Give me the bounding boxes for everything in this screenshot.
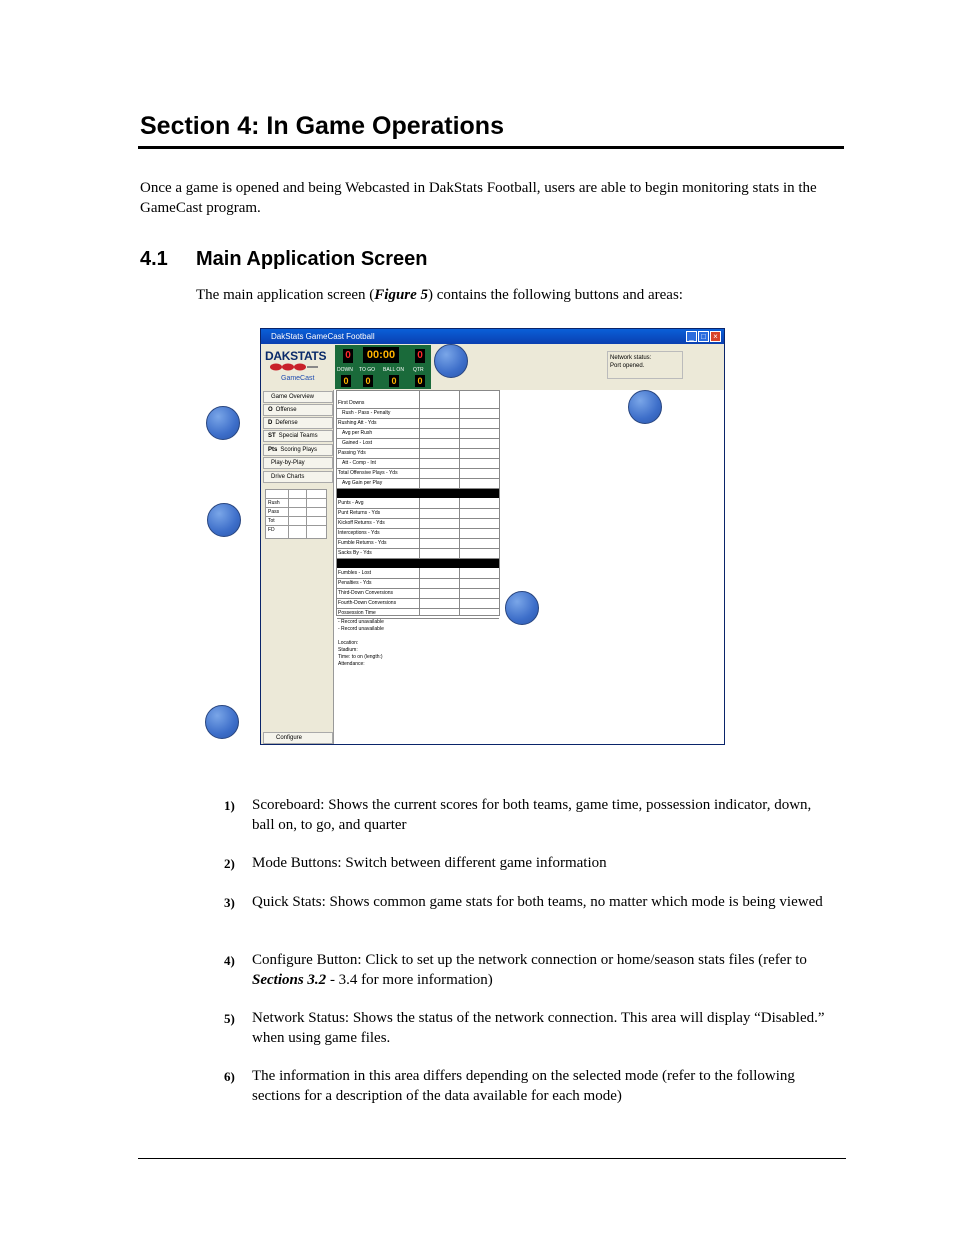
- list-number-6: 6): [224, 1069, 235, 1084]
- stat-row: Total Offensive Plays - Yds: [337, 469, 499, 479]
- game-info-line: Location:: [338, 640, 359, 646]
- down-digit: 0: [341, 375, 351, 387]
- section-divider: [138, 146, 844, 149]
- stat-row: Third-Down Conversions: [337, 589, 499, 599]
- callout-mode-buttons: [206, 406, 240, 440]
- game-info-line: Attendance:: [338, 661, 365, 667]
- mode-button-game-overview: Game Overview: [263, 391, 333, 403]
- list-number-5: 5): [224, 1011, 235, 1026]
- list-item-info-area: The information in this area differs depending on the selected mode (refer to the following sections for a description of the data available for each mode): [252, 1068, 795, 1104]
- game-overview-stats-table: [336, 390, 500, 616]
- stat-row: Passing Yds: [337, 449, 499, 459]
- lead-paragraph: [196, 287, 683, 304]
- stat-row: Rush - Pass - Penalty: [337, 409, 499, 419]
- list-item-scoreboard: Scoreboard: Shows the current scores for both teams, game time, possession indicator, down, ball on, to go, and quarter: [252, 797, 812, 833]
- mode-button-drive-charts: Drive Charts: [263, 471, 333, 483]
- figure-reference: Figure 5: [374, 287, 429, 303]
- quarter-digit: 0: [415, 375, 425, 387]
- callout-configure: [205, 705, 239, 739]
- callout-network-status: [628, 390, 662, 424]
- stat-row: Penalties - Yds: [337, 579, 499, 589]
- mode-button-scoring-plays: Pts Scoring Plays: [263, 444, 333, 456]
- stat-row: Att - Comp - Int: [337, 459, 499, 469]
- configure-button: Configure: [263, 732, 333, 744]
- list-number-2: 2): [224, 856, 235, 871]
- maximize-icon: □: [698, 331, 709, 342]
- mode-button-defense: D Defense: [263, 417, 333, 429]
- mode-button-offense: O Offense: [263, 404, 333, 416]
- stat-row: Sacks By - Yds: [337, 549, 499, 559]
- window-title: DakStats GameCast Football: [271, 332, 375, 341]
- list-number-3: 3): [224, 895, 235, 910]
- ball-on-digit: 0: [389, 375, 399, 387]
- stat-row: Kickoff Returns - Yds: [337, 519, 499, 529]
- quick-stat-pass: Pass: [266, 507, 326, 516]
- game-info-line: - Record unavailable: [338, 619, 384, 625]
- stat-row: Fumble Returns - Yds: [337, 539, 499, 549]
- stat-section-divider: [337, 559, 499, 568]
- mode-button-special-teams: ST Special Teams: [263, 430, 333, 442]
- callout-quick-stats: [207, 503, 241, 537]
- stat-row: Gained - Lost: [337, 439, 499, 449]
- window-titlebar: [261, 329, 724, 344]
- stat-row: Avg Gain per Play: [337, 479, 499, 489]
- list-number-4: 4): [224, 953, 235, 968]
- network-status-label: Network status:: [610, 355, 652, 361]
- game-info-line: - Record unavailable: [338, 626, 384, 632]
- stat-row: Possession Time: [337, 609, 499, 619]
- callout-info-area: [505, 591, 539, 625]
- scoreboard-label-ball-on: BALL ON: [383, 367, 404, 373]
- dakstats-logo: DAKSTATS: [265, 349, 327, 363]
- scoreboard-label-down: DOWN: [337, 367, 353, 373]
- scoreboard: [335, 345, 431, 389]
- minimize-icon: _: [686, 331, 697, 342]
- scoreboard-label-to-go: TO GO: [359, 367, 376, 373]
- game-info-line: Time: to on (length:): [338, 654, 383, 660]
- game-info-line: Stadium:: [338, 647, 358, 653]
- list-item-configure: Configure Button: Click to set up the network connection or home/season stats files (refer to Sections 3.2 - 3.4 for more information): [252, 952, 807, 988]
- mode-panel: [261, 390, 334, 744]
- stat-row: Fourth-Down Conversions: [337, 599, 499, 609]
- list-number-1: 1): [224, 798, 235, 813]
- list-item-quick-stats: Quick Stats: Shows common game stats for both teams, no matter which mode is being viewed: [252, 894, 823, 910]
- home-score: 0: [343, 349, 353, 363]
- quick-stats-table: [265, 489, 327, 539]
- section-title: Section 4: In Game Operations: [140, 112, 504, 140]
- stat-row: Rushing Att - Yds: [337, 419, 499, 429]
- network-status-value: Port opened.: [610, 363, 645, 369]
- stat-row: Punt Returns - Yds: [337, 509, 499, 519]
- stat-section-divider: [337, 489, 499, 498]
- quick-stat-rush: Rush: [266, 498, 326, 507]
- game-info-line: [338, 633, 458, 640]
- quick-stat-tot: Tot: [266, 516, 326, 525]
- game-info-block: [338, 619, 458, 668]
- game-clock: 00:00: [363, 347, 399, 363]
- scoreboard-label-qtr: QTR: [413, 367, 424, 373]
- app-screenshot: [260, 328, 725, 745]
- gamecast-logo-text: GameCast: [281, 375, 315, 382]
- quick-stat-fd: FD: [266, 525, 326, 534]
- mode-button-play-by-play: Play-by-Play: [263, 457, 333, 469]
- subsection-number: 4.1: [140, 248, 168, 270]
- list-item-network-status: Network Status: Shows the status of the network connection. This area will display “Disabled.” when using game files.: [252, 1010, 825, 1046]
- to-go-digit: 0: [363, 375, 373, 387]
- network-status-box: [607, 351, 683, 379]
- intro-paragraph: Once a game is opened and being Webcasted in DakStats Football, users are able to begin monitoring stats in the GameCast program.: [140, 180, 817, 216]
- stat-row: Punts - Avg: [337, 499, 499, 509]
- stat-row: First Downs: [337, 399, 499, 409]
- subsection-title: Main Application Screen: [196, 248, 428, 270]
- football-logo-icon: [269, 363, 319, 371]
- stat-row: Interceptions - Yds: [337, 529, 499, 539]
- stat-row: Avg per Rush: [337, 429, 499, 439]
- lead-text-after: ) contains the following buttons and areas:: [428, 287, 683, 303]
- lead-text-before: The main application screen (: [196, 287, 375, 303]
- close-icon: ×: [710, 331, 721, 342]
- callout-scoreboard: [434, 344, 468, 378]
- list-item-mode-buttons: Mode Buttons: Switch between different game information: [252, 855, 607, 871]
- footer-divider: [138, 1158, 846, 1159]
- sections-reference: Sections 3.2: [252, 971, 327, 988]
- stat-row: Fumbles - Lost: [337, 569, 499, 579]
- away-score: 0: [415, 349, 425, 363]
